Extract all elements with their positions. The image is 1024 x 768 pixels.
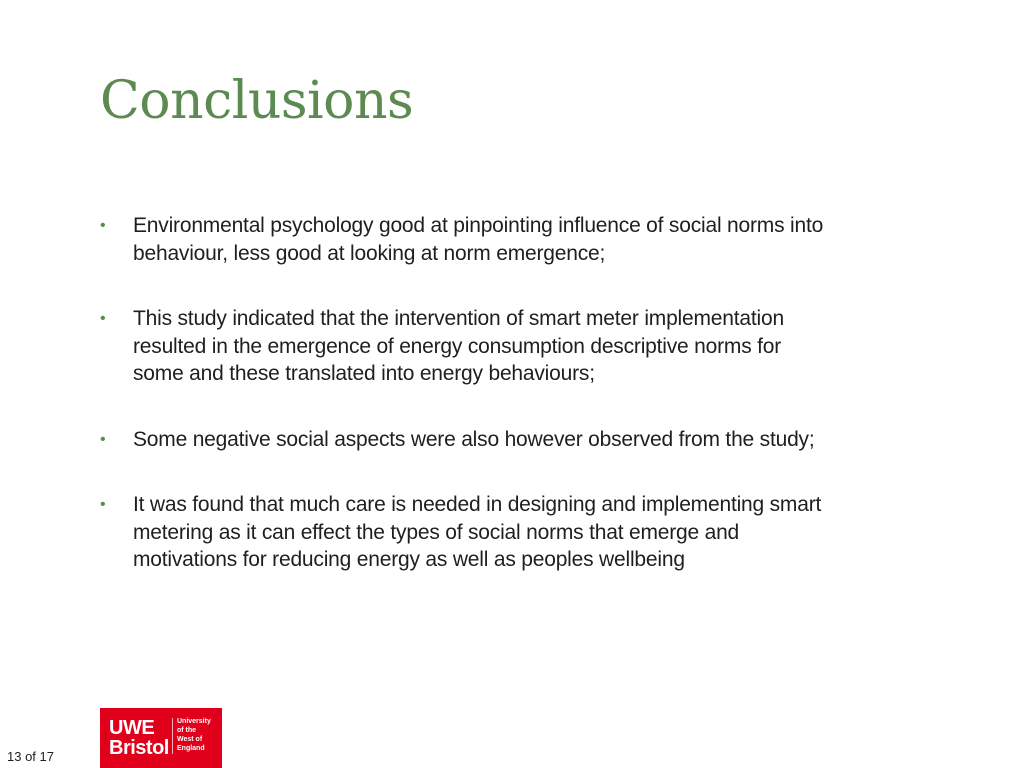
bullet-marker: • [100,496,106,513]
logo-sub-england: England [177,745,205,752]
logo-divider [172,718,173,754]
bullet-list [100,212,830,612]
bullet-item [100,305,830,388]
logo-uwe-text: UWE [109,717,155,739]
bullet-text: It was found that much care is needed in designing and implementing smart metering as it can effect the types of social norms that emerge and motivations for reducing energy as well as peoples wellbeing [133,493,822,571]
bullet-item [100,491,830,574]
logo-sub-university: University [177,718,211,725]
bullet-item [100,212,830,267]
bullet-text: Environmental psychology good at pinpointing influence of social norms into behaviour, less good at looking at norm emergence; [133,214,824,265]
uwe-bristol-logo [100,708,222,768]
bullet-marker: • [100,217,106,234]
bullet-marker: • [100,310,106,327]
bullet-text: This study indicated that the intervention of smart meter implementation resulted in the emergence of energy consumption descriptive norms for some and these translated into energy behaviours; [133,307,784,385]
logo-sub-west-of: West of [177,736,203,743]
bullet-marker: • [100,430,106,448]
page-number: 13 of 17 [7,749,54,764]
logo-sub-of-the: of the [177,727,197,734]
bullet-item [100,426,830,454]
bullet-text: Some negative social aspects were also however observed from the study; [133,427,815,451]
logo-bristol-text: Bristol [109,737,169,759]
slide-title: Conclusions [100,71,414,131]
